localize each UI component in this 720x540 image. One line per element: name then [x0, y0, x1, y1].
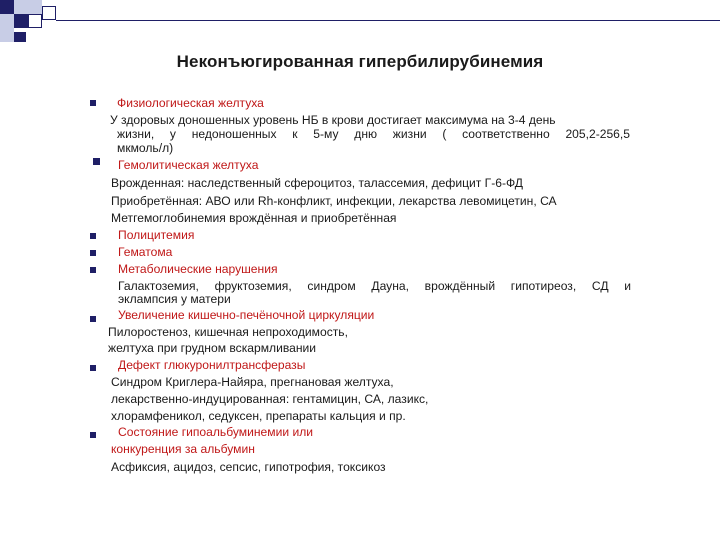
bullet-icon [90, 233, 96, 239]
item-heading: Полицитемия [118, 228, 195, 242]
item-heading-continued: конкуренция за альбумин [111, 442, 255, 456]
item-heading: Состояние гипоальбуминемии или [118, 425, 314, 439]
item-text: жизни, у недоношенных к 5-му дню жизни ( соответственно 205,2-256,5 [117, 127, 630, 141]
item-heading: Гемолитическая желтуха [118, 158, 259, 172]
item-heading: Физиологическая желтуха [117, 96, 264, 110]
item-text: эклампсия у матери [118, 292, 231, 306]
item-text: Метгемоглобинемия врождённая и приобретённая [111, 211, 397, 225]
item-heading: Гематома [118, 245, 173, 259]
bullet-icon [90, 316, 96, 322]
item-text: мкмоль/л) [117, 141, 174, 155]
item-heading: Дефект глюкуронилтрансферазы [118, 358, 306, 372]
bullet-icon [93, 158, 100, 165]
item-text: У здоровых доношенных уровень НБ в крови достигает максимума на 3-4 день [110, 113, 556, 127]
item-text: Асфиксия, ацидоз, сепсис, гипотрофия, токсикоз [111, 460, 386, 474]
slide-title: Неконъюгированная гипербилирубинемия [176, 52, 544, 71]
item-text: Пилоростеноз, кишечная непроходимость, [108, 325, 348, 339]
item-text: желтуха при грудном вскармливании [108, 341, 317, 355]
item-text: хлорамфеникол, седуксен, препараты кальция и пр. [111, 409, 406, 423]
item-heading: Метаболические нарушения [118, 262, 278, 276]
bullet-icon [90, 250, 96, 256]
item-text: лекарственно-индуцированная: гентамицин, СА, лазикс, [111, 392, 429, 406]
bullet-icon [90, 100, 96, 106]
header-rule [56, 20, 720, 21]
item-text: Синдром Криглера-Найяра, прегнановая желтуха, [111, 375, 394, 389]
bullet-icon [90, 365, 96, 371]
item-text: Врожденная: наследственный сфероцитоз, талассемия, дефицит Г-6-ФД [111, 176, 523, 190]
item-text: Приобретённая: АВО или Rh-конфликт, инфекции, лекарства левомицетин, СА [111, 194, 557, 208]
item-heading: Увеличение кишечно-печёночной циркуляции [118, 308, 375, 322]
bullet-icon [90, 432, 96, 438]
item-text: Галактоземия, фруктоземия, синдром Дауна, врождённый гипотиреоз, СД и [118, 279, 631, 293]
bullet-icon [90, 267, 96, 273]
